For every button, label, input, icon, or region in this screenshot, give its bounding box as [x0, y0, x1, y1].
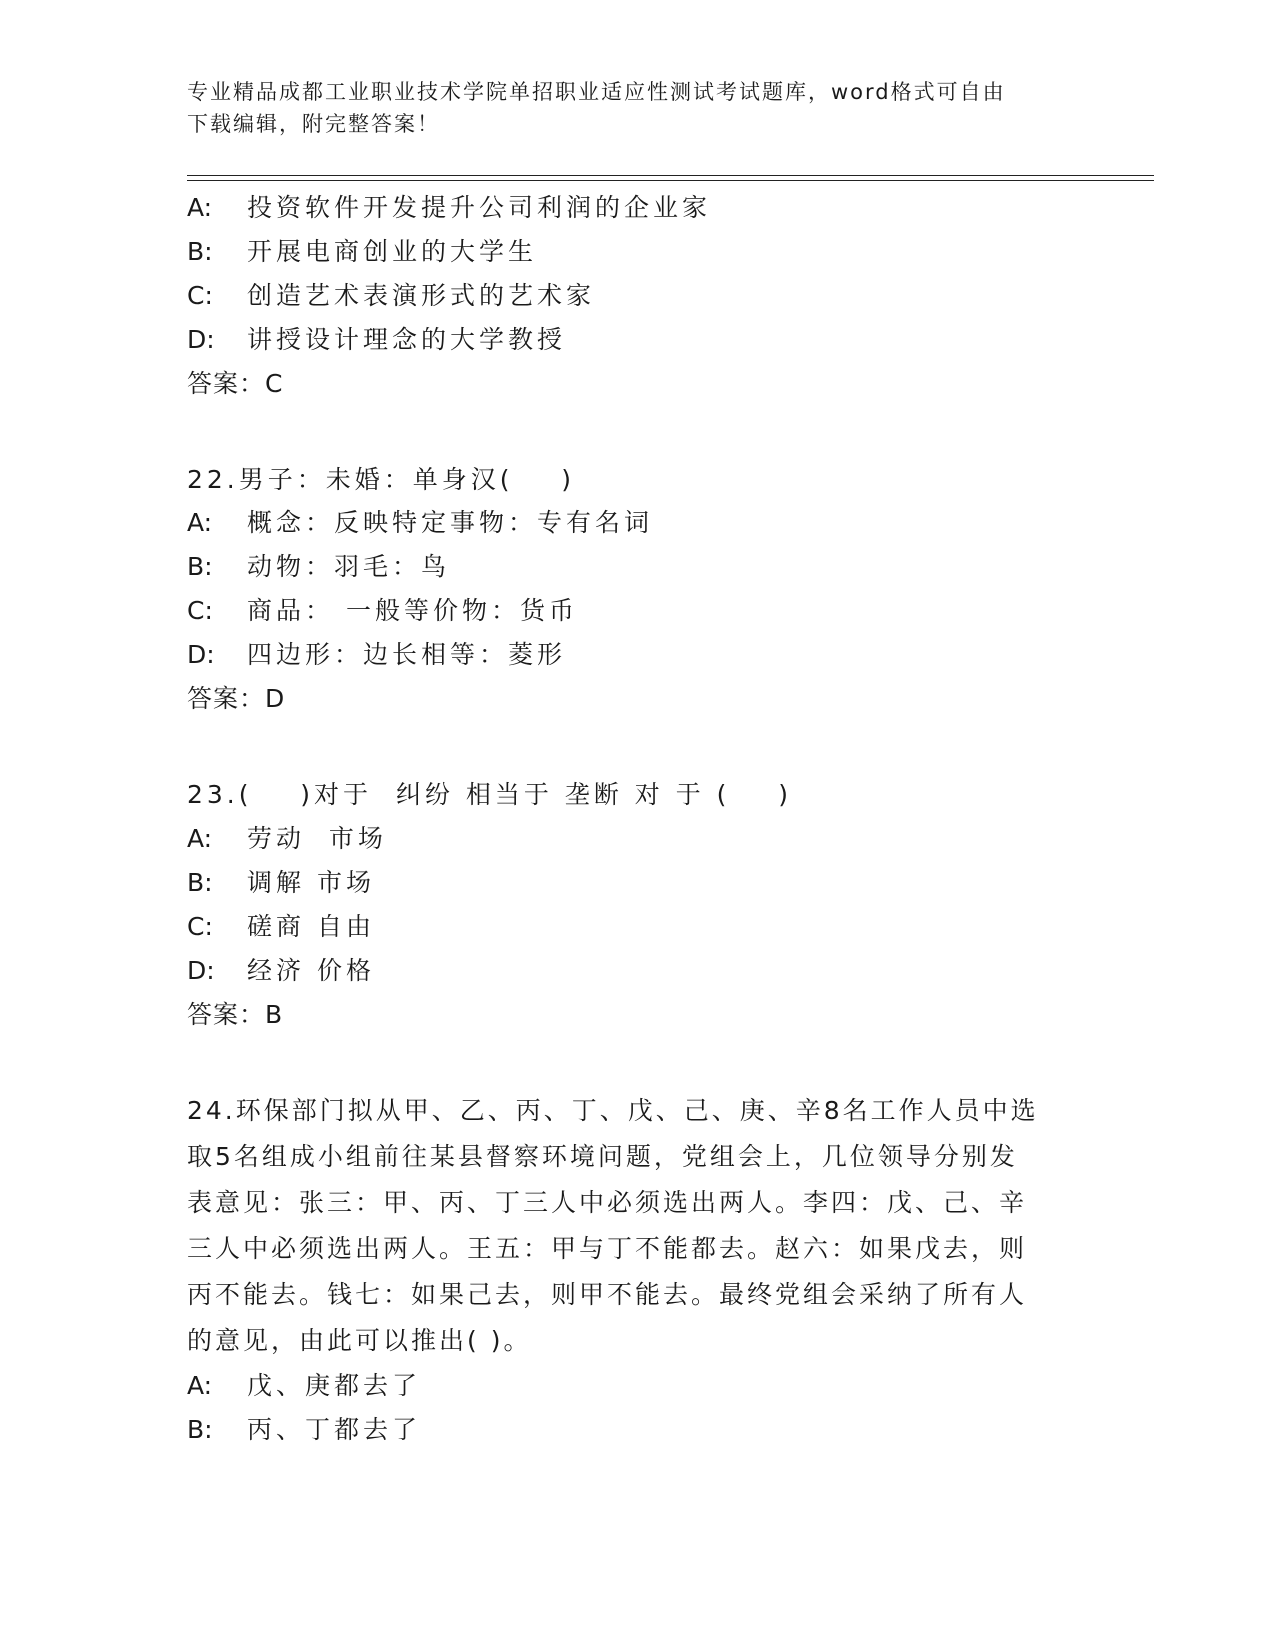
option-letter: C:: [187, 912, 213, 941]
option-text: 动物：羽毛：鸟: [247, 552, 451, 581]
q22-stem: 22.男子：未婚：单身汉( ): [187, 465, 576, 494]
option-letter: B:: [187, 552, 213, 581]
q24-stem-line: 表意见：张三：甲、丙、丁三人中必须选出两人。李四：戊、己、辛: [187, 1188, 1028, 1217]
q24-stem-line: 取5名组成小组前往某县督察环境问题，党组会上，几位领导分别发: [187, 1142, 1018, 1171]
option-letter: A:: [187, 193, 213, 222]
q21-answer: 答案：C: [187, 369, 284, 398]
option-text: 磋商 自由: [247, 912, 375, 941]
option-text: 概念：反映特定事物：专有名词: [247, 508, 654, 537]
option-letter: D:: [187, 640, 215, 669]
q23-answer: 答案：B: [187, 1000, 284, 1029]
option-text: 调解 市场: [247, 868, 375, 897]
option-text: 经济 价格: [247, 956, 375, 985]
option-text: 商品： 一般等价物：货币: [247, 596, 578, 625]
option-text: 劳动 市场: [247, 824, 387, 853]
header-rule-bottom: [187, 180, 1154, 181]
header-line-1: 专业精品成都工业职业技术学院单招职业适应性测试考试题库，word格式可自由: [187, 80, 1006, 104]
q23-option-b: [187, 867, 375, 899]
option-letter: D:: [187, 325, 215, 354]
q22-option-a: [187, 507, 653, 539]
q22-answer: 答案：D: [187, 684, 286, 713]
document-header: [187, 76, 1087, 140]
q22-option-c: [187, 595, 578, 627]
q24-stem-line: 三人中必须选出两人。王五：甲与丁不能都去。赵六：如果戊去，则: [187, 1234, 1028, 1263]
q23-option-c: [187, 911, 375, 943]
option-text: 创造艺术表演形式的艺术家: [247, 281, 596, 310]
q24-option-b: [187, 1414, 421, 1446]
option-text: 戊、庚都去了: [247, 1371, 422, 1400]
option-letter: C:: [187, 596, 213, 625]
option-letter: B:: [187, 868, 213, 897]
q24-option-a: [187, 1370, 421, 1402]
option-letter: D:: [187, 956, 215, 985]
option-text: 四边形：边长相等：菱形: [247, 640, 567, 669]
q24-stem-line: 丙不能去。钱七：如果己去，则甲不能去。最终党组会采纳了所有人: [187, 1280, 1028, 1309]
option-text: 开展电商创业的大学生: [247, 237, 538, 266]
q23-option-d: [187, 955, 375, 987]
q21-option-b: [187, 236, 537, 268]
q24-stem-line: 的意见，由此可以推出( )。: [187, 1326, 532, 1355]
q24-stem: [187, 1088, 1087, 1364]
header-rule-top: [187, 175, 1154, 176]
q23-option-a: [187, 823, 387, 855]
option-letter: A:: [187, 824, 213, 853]
q21-option-c: [187, 280, 595, 312]
option-text: 讲授设计理念的大学教授: [247, 325, 567, 354]
option-letter: A:: [187, 1371, 213, 1400]
option-letter: C:: [187, 281, 213, 310]
header-line-2: 下载编辑，附完整答案！: [187, 112, 440, 136]
q22-option-b: [187, 551, 450, 583]
option-letter: B:: [187, 237, 213, 266]
q21-option-a: [187, 192, 711, 224]
option-letter: B:: [187, 1415, 213, 1444]
q23-stem: 23.( )对于 纠纷 相当于 垄断 对 于 ( ): [187, 780, 792, 809]
q24-stem-line: 24.环保部门拟从甲、乙、丙、丁、戊、己、庚、辛8名工作人员中选: [187, 1096, 1039, 1125]
option-text: 投资软件开发提升公司利润的企业家: [247, 193, 712, 222]
q21-option-d: [187, 324, 566, 356]
q22-option-d: [187, 639, 566, 671]
option-letter: A:: [187, 508, 213, 537]
option-text: 丙、丁都去了: [247, 1415, 422, 1444]
